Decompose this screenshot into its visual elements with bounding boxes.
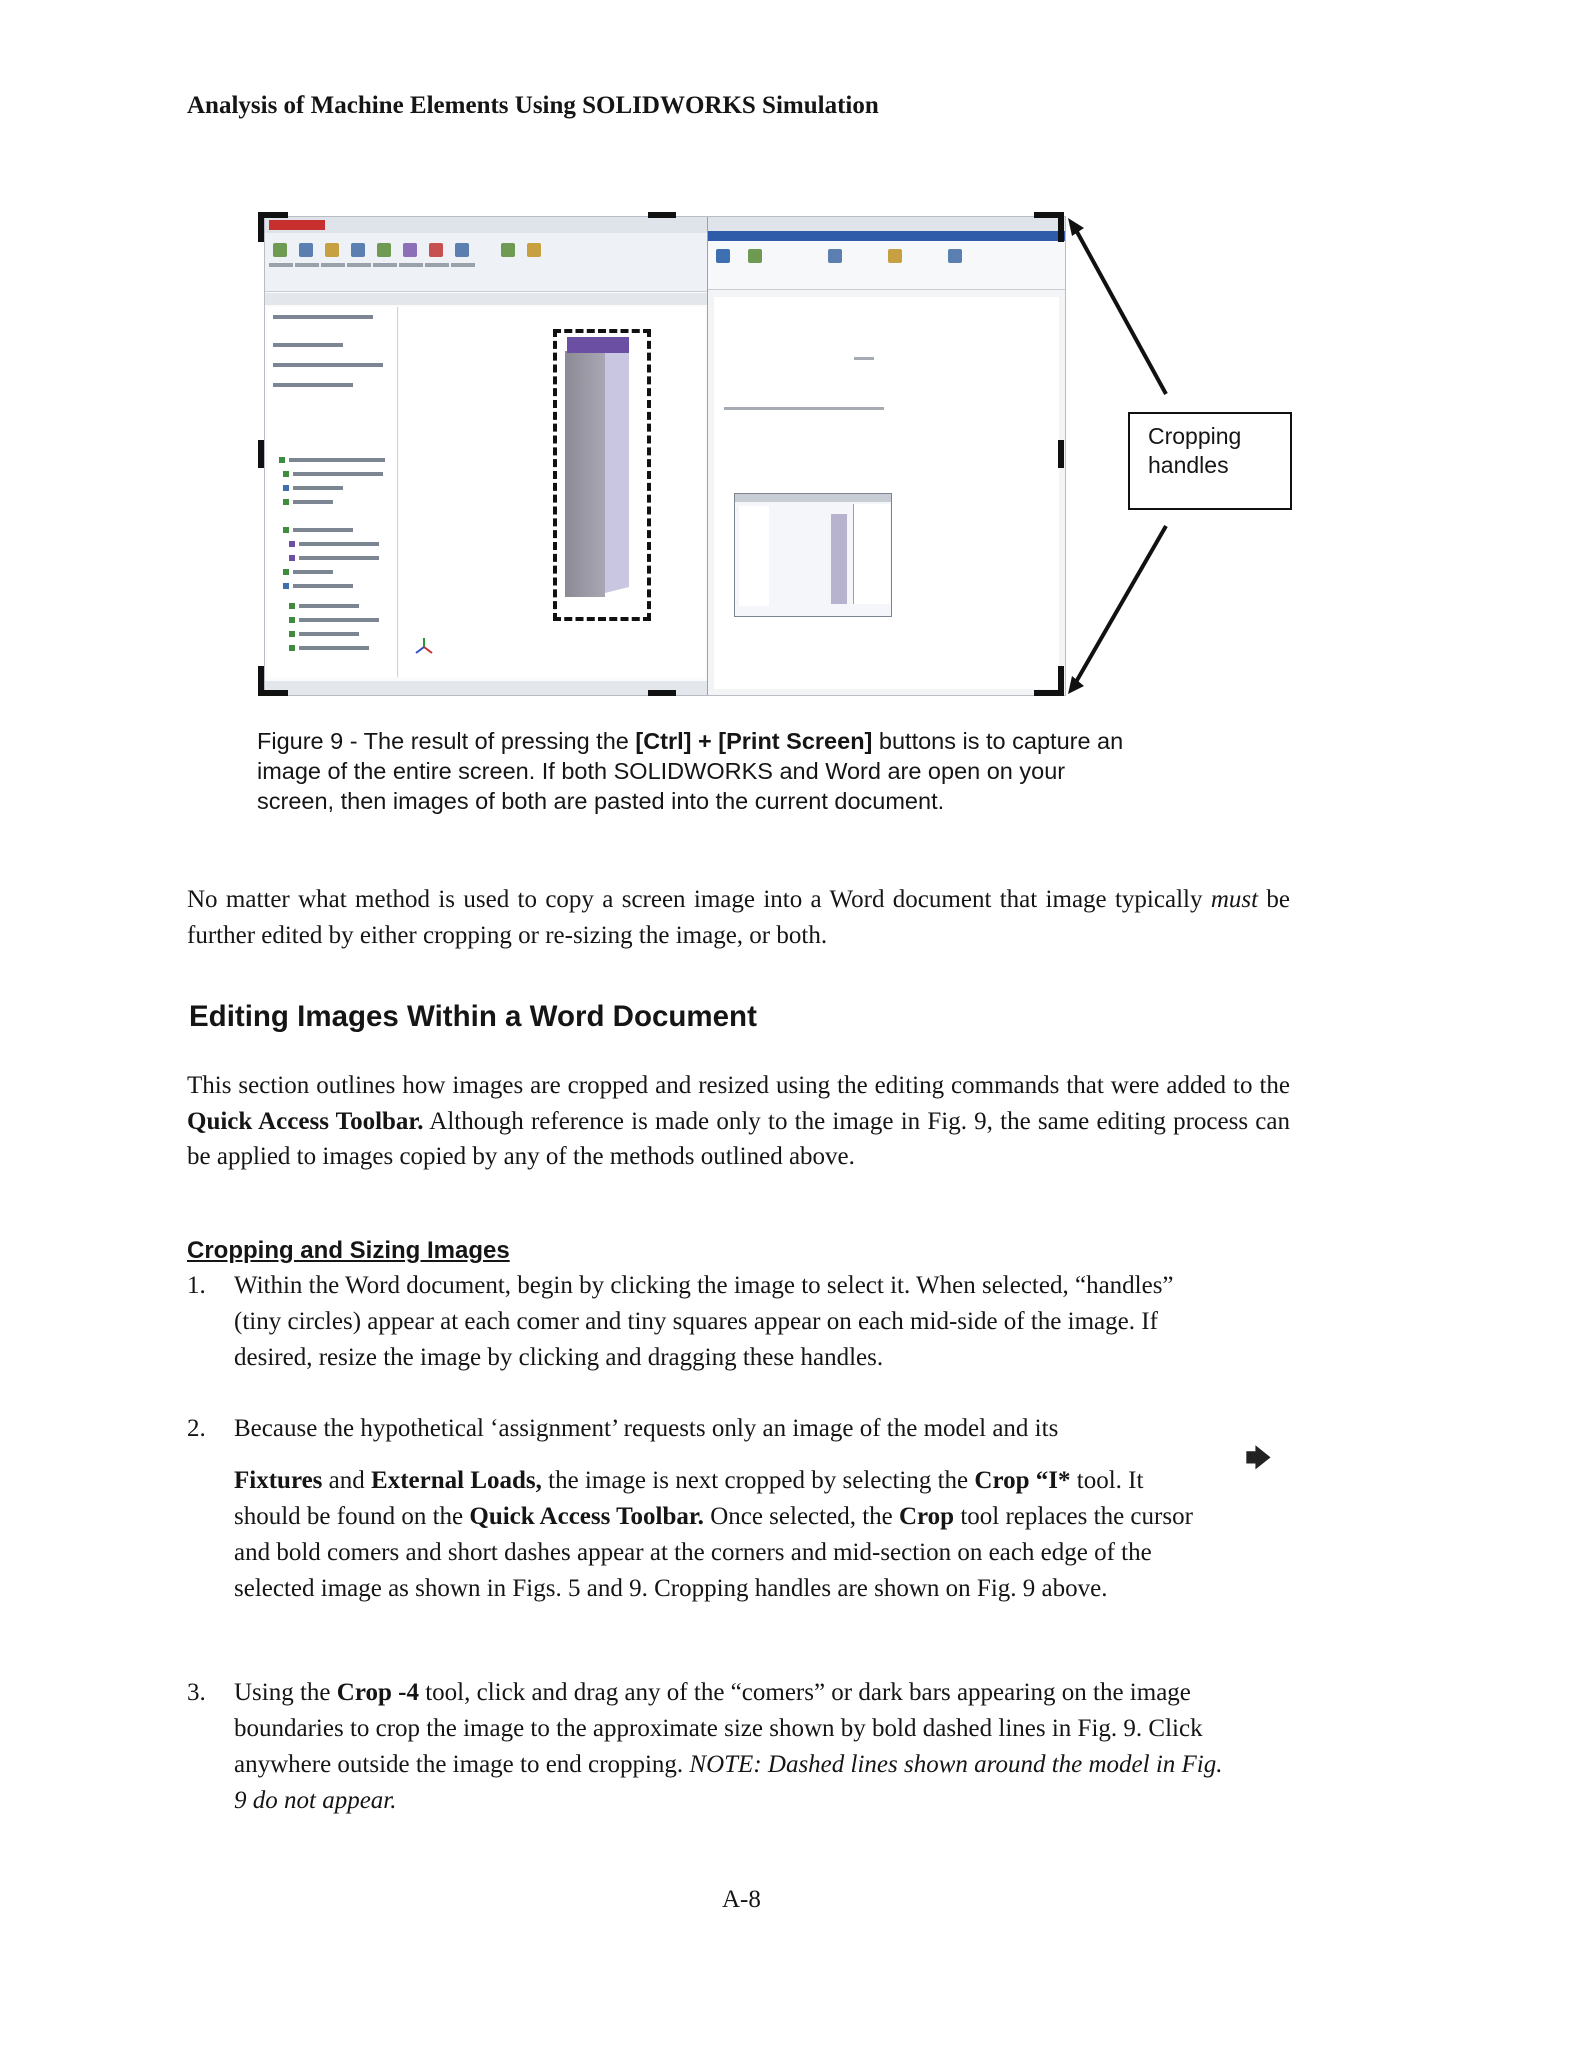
- arrowhead-icon: [1068, 218, 1084, 236]
- figure-caption: [257, 726, 1137, 816]
- arrow-to-bottom-handle: [1076, 526, 1166, 682]
- step-2-text-part: tool. It should be found on the: [234, 1467, 1144, 1530]
- intro-text-end: be further edited by either cropping or re-sizing the image, or both.: [187, 886, 1290, 949]
- step-3-bold-crop: Crop -4: [336, 1679, 419, 1706]
- step-2-text-part: tool replaces the cursor and bold comers and short dashes appear at the corners and mid-section on each edge of the selected image as shown in Figs. 5 and 9. Cropping handles are shown on Fig. 9 above.: [234, 1503, 1193, 1602]
- intro-text: No matter what method is used to copy a screen image into a Word document that image typically: [187, 886, 1211, 913]
- step-2-text-part: the image is next cropped by selecting the: [541, 1467, 975, 1494]
- step-2-number: 2.: [187, 1415, 206, 1442]
- step-3-text: [234, 1675, 1234, 1819]
- caption-keys: [Ctrl] + [Print Screen]: [635, 728, 873, 754]
- cropping-handles-callout: [1128, 412, 1292, 510]
- step-3-note: NOTE: Dashed lines shown around the model in Fig. 9 do not appear.: [234, 1751, 1223, 1814]
- step-2-bold-loads: External Loads,: [371, 1467, 542, 1494]
- step-2-bold-fixtures: Fixtures: [234, 1467, 323, 1494]
- figure-9: [258, 196, 1298, 706]
- step-1-number: 1.: [187, 1272, 206, 1299]
- step-2-bold-crop: Crop “I*: [974, 1467, 1071, 1494]
- step-2-bold-toolbar: Quick Access Toolbar.: [469, 1503, 704, 1530]
- section-paragraph: [187, 1068, 1290, 1175]
- caption-prefix: Figure 9 - The result of pressing the: [257, 728, 636, 754]
- section-heading: Editing Images Within a Word Document: [189, 1000, 757, 1033]
- stray-cursor-icon: 🡆: [1245, 1444, 1272, 1473]
- step-3-text-part: tool, click and drag any of the “comers” or dark bars appearing on the image boundaries to crop the image to the approximate size shown by bold dashed lines in Fig. 9. Click anywhere outside the image to end cropping.: [234, 1679, 1203, 1778]
- step-2-text: [234, 1463, 1204, 1607]
- intro-emphasis: must: [1210, 886, 1259, 913]
- step-1-text: Within the Word document, begin by clicking the image to select it. When selected, “handles” (tiny circles) appear at each comer and tiny squares appear on each mid-side of the image. If desired, resize the image by clicking and dragging these handles.: [234, 1272, 1174, 1371]
- arrow-to-top-handle: [1076, 230, 1166, 394]
- section-bold: Quick Access Toolbar.: [187, 1107, 424, 1135]
- caption-suffix: buttons is to capture an image of the entire screen. If both SOLIDWORKS and Word are open on your screen, then images of both are pasted into the current document.: [257, 728, 1124, 814]
- step-2-text-part: Once selected, the: [703, 1503, 899, 1530]
- section-text: This section outlines how images are cropped and resized using the editing commands that were added to the: [187, 1072, 1290, 1099]
- page-number: A-8: [722, 1886, 761, 1913]
- section-text-end: Although reference is made only to the image in Fig. 9, the same editing process can be applied to images copied by any of the methods outlined above.: [187, 1107, 1290, 1170]
- subsection-heading: Cropping and Sizing Images: [187, 1237, 510, 1264]
- step-2-text-part: and: [322, 1467, 372, 1494]
- running-header: Analysis of Machine Elements Using SOLIDWORKS Simulation: [187, 92, 879, 119]
- step-3-number: 3.: [187, 1679, 206, 1706]
- intro-paragraph: [187, 882, 1290, 953]
- callout-line-2: handles: [1148, 452, 1229, 478]
- step-2-bold-crop-2: Crop: [898, 1503, 955, 1530]
- step-3-text-part: Using the: [234, 1679, 337, 1706]
- callout-line-1: Cropping: [1148, 423, 1242, 449]
- step-2-first-line: Because the hypothetical ‘assignment’ requests only an image of the model and its: [234, 1415, 1059, 1442]
